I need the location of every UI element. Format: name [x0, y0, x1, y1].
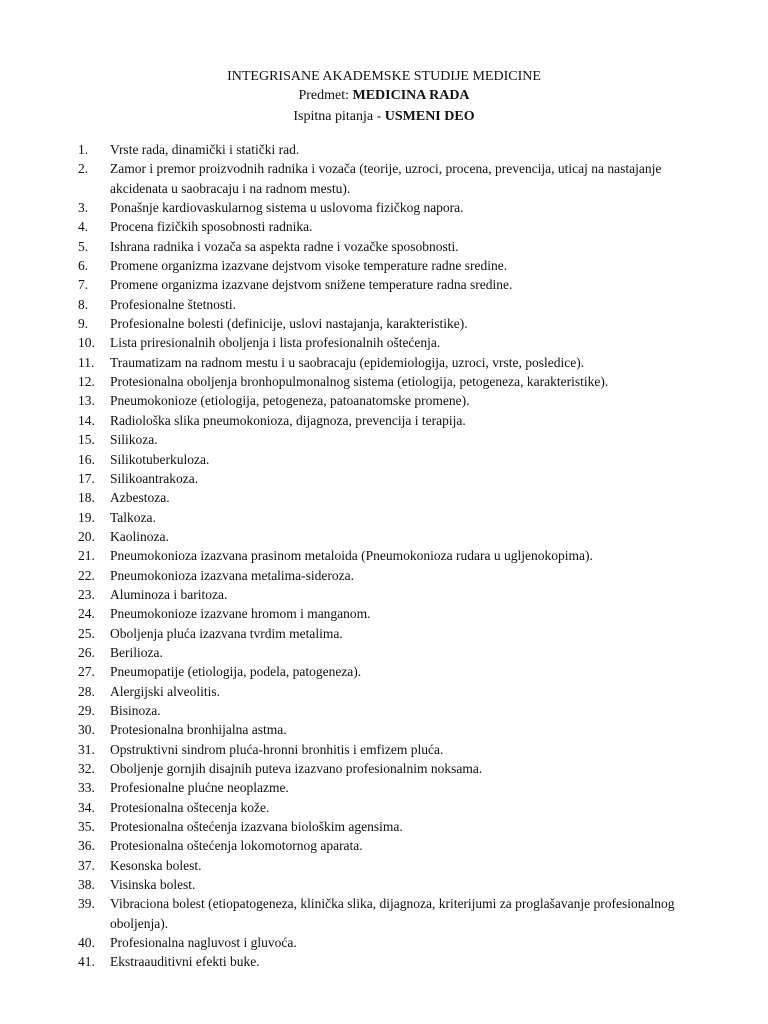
- question-item: [0, 411, 768, 430]
- document-header: [0, 67, 768, 126]
- question-number: 19.: [78, 509, 95, 525]
- question-text: Alergijski alveolitis.: [110, 683, 220, 699]
- question-item: [0, 720, 768, 739]
- question-item: [0, 488, 768, 507]
- question-number: 20.: [78, 528, 95, 544]
- question-text: Protesionalna oštećenja lokomotornog aparata.: [110, 838, 363, 854]
- question-number: 22.: [78, 567, 95, 583]
- question-item: [0, 256, 768, 275]
- question-text: Kaolinoza.: [110, 528, 169, 544]
- question-item: [0, 430, 768, 449]
- question-text: Profesionalne plućne neoplazme.: [110, 780, 289, 796]
- question-text: Pneumokonioze izazvane hromom i manganom.: [110, 606, 371, 622]
- subject-line: [0, 86, 768, 105]
- question-number: 37.: [78, 857, 95, 873]
- question-number: 8.: [78, 296, 89, 312]
- question-number: 30.: [78, 722, 95, 738]
- question-item: [0, 933, 768, 952]
- question-number: 31.: [78, 741, 95, 757]
- question-item: [0, 372, 768, 391]
- question-number: 13.: [78, 393, 95, 409]
- question-text: Profesionalna nagluvost i gluvoća.: [110, 935, 297, 951]
- question-item: [0, 391, 768, 410]
- question-text: Protesionalna bronhijalna astma.: [110, 722, 287, 738]
- question-item: [0, 643, 768, 662]
- question-number: 27.: [78, 664, 95, 680]
- question-item: [0, 546, 768, 565]
- question-text: Visinska bolest.: [110, 877, 196, 893]
- question-item: [0, 585, 768, 604]
- question-number: 6.: [78, 258, 89, 274]
- question-text: Oboljenje gornjih disajnih puteva izazvano profesionalnim noksama.: [110, 761, 483, 776]
- question-number: 41.: [78, 954, 95, 970]
- exam-label: Ispitna pitanja -: [293, 109, 382, 124]
- question-text: Profesionalne bolesti (definicije, uslovi nastajanja, karakteristike).: [110, 316, 468, 332]
- question-item: [0, 682, 768, 701]
- question-item: [0, 333, 768, 352]
- question-item: [0, 798, 768, 817]
- question-number: 24.: [78, 606, 95, 622]
- question-text: Opstruktivni sindrom pluća-hronni bronhitis i emfizem pluća.: [110, 741, 444, 757]
- question-text: Ekstraauditivni efekti buke.: [110, 954, 260, 970]
- question-number: 29.: [78, 702, 95, 718]
- question-number: 3.: [78, 200, 89, 216]
- exam-type-line: [0, 107, 768, 126]
- question-item: [0, 759, 768, 778]
- question-list: [0, 140, 768, 972]
- question-number: 28.: [78, 683, 95, 699]
- question-number: 1.: [78, 142, 89, 157]
- question-text: Pneumokonioze (etiologija, petogeneza, patoanatomske promene).: [110, 393, 470, 409]
- question-text: Talkoza.: [110, 509, 156, 525]
- question-item: [0, 198, 768, 217]
- subject-label: Predmet:: [298, 88, 349, 103]
- question-text: Silikotuberkuloza.: [110, 451, 210, 467]
- exam-type: USMENI DEO: [384, 109, 475, 124]
- question-number: 11.: [78, 354, 95, 370]
- question-text: Silikoantrakoza.: [110, 470, 199, 486]
- question-text: Pneumokonioza izazvana prasinom metaloida (Pneumokonioza rudara u ugljenokopima).: [110, 548, 593, 564]
- question-text: Berilioza.: [110, 644, 163, 660]
- question-item: [0, 275, 768, 294]
- question-text: Vrste rada, dinamički i statički rad.: [110, 142, 300, 157]
- question-number: 39.: [78, 896, 95, 912]
- question-text: Profesionalne štetnosti.: [110, 296, 236, 312]
- question-text: Protesionalna oštećenja izazvana biološkim agensima.: [110, 819, 403, 835]
- question-item: [0, 836, 768, 855]
- question-number: 23.: [78, 586, 95, 602]
- question-item: [0, 140, 768, 159]
- question-number: 15.: [78, 432, 95, 448]
- question-item: [0, 450, 768, 469]
- question-number: 35.: [78, 819, 95, 835]
- question-item: [0, 778, 768, 797]
- question-number: 34.: [78, 799, 95, 815]
- question-number: 40.: [78, 935, 95, 951]
- question-item: [0, 295, 768, 314]
- question-text: Azbestoza.: [110, 490, 170, 506]
- question-text: Radiološka slika pneumokonioza, dijagnoza, prevencija i terapija.: [110, 412, 466, 428]
- question-number: 38.: [78, 877, 95, 893]
- question-number: 10.: [78, 335, 95, 351]
- question-item: [0, 353, 768, 372]
- question-text: Aluminoza i baritoza.: [110, 586, 228, 602]
- question-item: [0, 701, 768, 720]
- question-number: 5.: [78, 238, 89, 254]
- question-text: Promene organizma izazvane dejstvom snižene temperature radna sredine.: [110, 277, 513, 293]
- question-item: [0, 469, 768, 488]
- question-text: Traumatizam na radnom mestu i u saobracaju (epidemiologija, uzroci, vrste, posledice).: [110, 354, 585, 370]
- question-text: Oboljenja pluća izazvana tvrdim metalima.: [110, 625, 343, 641]
- question-text: Ponašnje kardiovaskularnog sistema u uslovoma fizičkog napora.: [110, 200, 464, 216]
- question-text: Silikoza.: [110, 432, 158, 448]
- question-text: Pneumopatije (etiologija, podela, patogeneza).: [110, 664, 362, 680]
- question-number: 18.: [78, 490, 95, 506]
- question-number: 33.: [78, 780, 95, 796]
- question-text: Vibraciona bolest (etiopatogeneza, klinička slika, dijagnoza, kriterijumi za proglašavanje profesionalnog oboljenja).: [110, 896, 675, 931]
- question-item: [0, 159, 768, 198]
- question-text: Pneumokonioza izazvana metalima-sideroza.: [110, 567, 355, 583]
- question-item: [0, 217, 768, 236]
- program-title: INTEGRISANE AKADEMSKE STUDIJE MEDICINE: [227, 69, 541, 84]
- question-text: Procena fizičkih sposobnosti radnika.: [110, 219, 313, 235]
- question-item: [0, 875, 768, 894]
- question-number: 7.: [78, 277, 89, 293]
- question-text: Protesionalna oštecenja kože.: [110, 799, 270, 815]
- question-number: 32.: [78, 761, 95, 776]
- question-number: 26.: [78, 644, 95, 660]
- subject-name: MEDICINA RADA: [352, 88, 470, 103]
- question-item: [0, 237, 768, 256]
- question-text: Protesionalna oboljenja bronhopulmonalnog sistema (etiologija, petogeneza, karakteristike).: [110, 374, 609, 390]
- question-number: 17.: [78, 470, 95, 486]
- question-number: 16.: [78, 451, 95, 467]
- question-number: 9.: [78, 316, 89, 332]
- question-item: [0, 952, 768, 971]
- question-item: [0, 566, 768, 585]
- question-item: [0, 604, 768, 623]
- question-number: 12.: [78, 374, 95, 390]
- question-text: Bisinoza.: [110, 702, 161, 718]
- question-text: Lista priresionalnih oboljenja i lista profesionalnih oštećenja.: [110, 335, 441, 351]
- question-item: [0, 624, 768, 643]
- question-number: 25.: [78, 625, 95, 641]
- question-text: Promene organizma izazvane dejstvom visoke temperature radne sredine.: [110, 258, 508, 274]
- question-number: 36.: [78, 838, 95, 854]
- question-item: [0, 662, 768, 681]
- question-number: 2.: [78, 161, 89, 177]
- question-item: [0, 856, 768, 875]
- question-text: Ishrana radnika i vozača sa aspekta radne i vozačke sposobnosti.: [110, 238, 459, 254]
- question-item: [0, 740, 768, 759]
- question-text: Kesonska bolest.: [110, 857, 202, 873]
- question-text: Zamor i premor proizvodnih radnika i vozača (teorije, uzroci, procena, prevencija, uticaj na nastajanje akcidenata u saobracaju i na radnom mestu).: [110, 161, 662, 196]
- question-item: [0, 817, 768, 836]
- question-item: [0, 314, 768, 333]
- question-item: [0, 508, 768, 527]
- question-item: [0, 527, 768, 546]
- question-number: 14.: [78, 412, 95, 428]
- question-number: 4.: [78, 219, 89, 235]
- question-number: 21.: [78, 548, 95, 564]
- question-item: [0, 894, 768, 933]
